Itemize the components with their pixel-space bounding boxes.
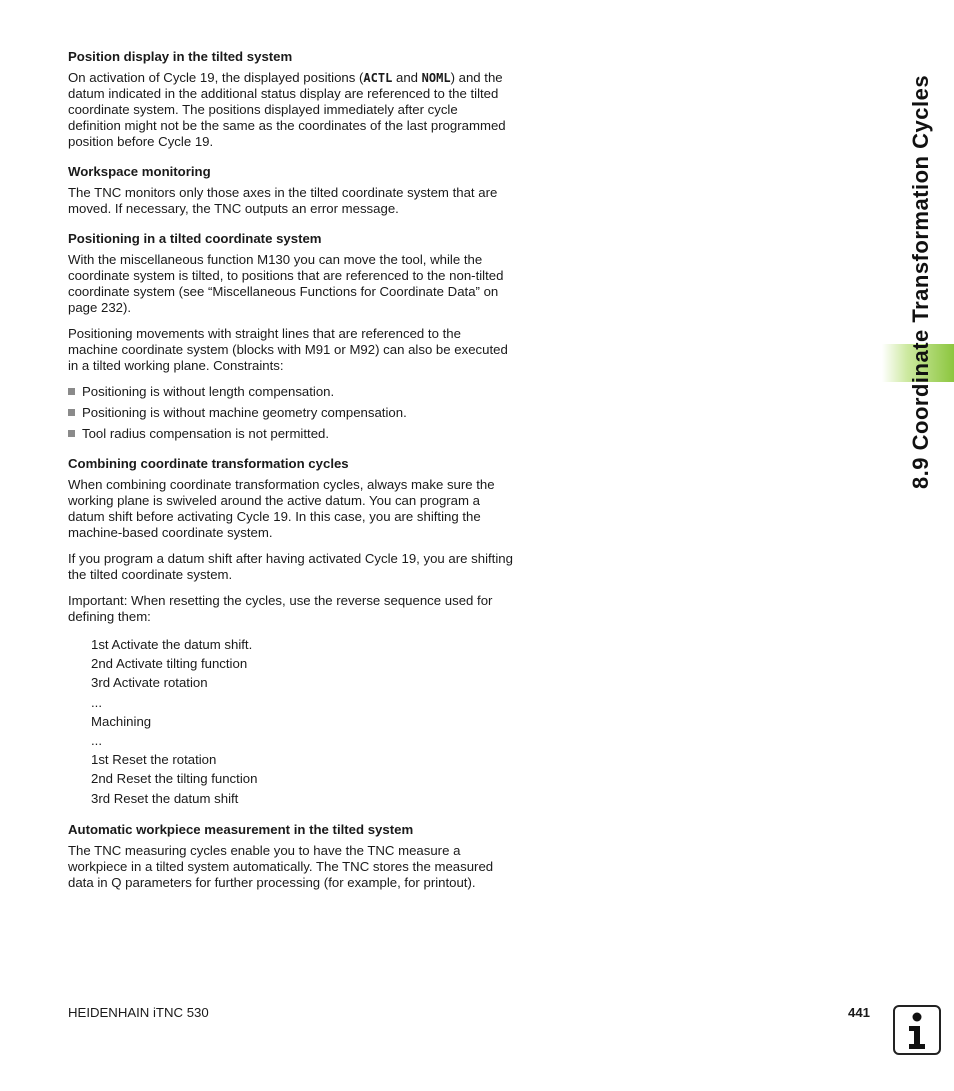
bullet-square-icon [68,409,75,416]
info-glyph [895,1007,939,1053]
list-item: ... [91,694,102,710]
paragraph: On activation of Cycle 19, the displayed positions (ACTL and NOML) and the datum indicated in the additional status display are referenced to the tilted coordinate system. The positions displayed immediately after cycle definition might not be the same as the coordinates of the last programmed position before Cycle 19. [68,70,506,149]
section-combining-cycles [68,456,513,808]
list-item: 2nd Reset the tilting function [91,771,258,787]
list-item: 3rd Activate rotation [91,675,208,691]
code-actl: ACTL [363,71,393,85]
section-heading: Position display in the tilted system [68,49,293,64]
section-automatic-measurement [68,822,513,891]
code-noml: NOML [421,71,451,85]
section-heading: Automatic workpiece measurement in the tilted system [68,821,414,837]
chapter-side-title: 8.9 Coordinate Transformation Cycles [908,74,933,490]
info-icon [893,1005,941,1055]
footer-product-name: HEIDENHAIN iTNC 530 [68,1005,209,1020]
section-position-display [68,49,513,150]
list-item: Tool radius compensation is not permitted. [68,426,513,442]
bullet-square-icon [68,388,75,395]
section-heading: Workspace monitoring [68,164,211,179]
list-item: Positioning is without length compensation. [68,384,513,400]
constraint-list [68,384,513,442]
list-item: Machining [91,713,152,729]
page-number: 441 [848,1005,871,1020]
paragraph: Important: When resetting the cycles, use the reverse sequence used for defining them: [68,593,493,624]
bullet-square-icon [68,430,75,437]
paragraph: Positioning movements with straight lines that are referenced to the machine coordinate system (blocks with M91 or M92) can also be executed in a tilted working plane. Constraints: [68,326,508,373]
paragraph: The TNC measuring cycles enable you to have the TNC measure a workpiece in a tilted system automatically. The TNC stores the measured data in Q parameters for further processing (for example, for printout). [68,842,494,890]
list-item: 2nd Activate tilting function [91,656,248,672]
list-item: Positioning is without machine geometry compensation. [68,405,513,421]
paragraph: With the miscellaneous function M130 you can move the tool, while the coordinate system is tilted, to positions that are referenced to the non-tilted coordinate system (see “Miscellaneous Functions for Coordinate Data” on page 232). [68,252,504,315]
list-item: 1st Activate the datum shift. [91,637,253,652]
paragraph: The TNC monitors only those axes in the tilted coordinate system that are moved. If necessary, the TNC outputs an error message. [68,185,498,216]
list-item: ... [91,732,102,748]
section-heading: Combining coordinate transformation cycles [68,456,349,471]
list-item: 3rd Reset the datum shift [91,790,239,806]
section-workspace-monitoring [68,164,513,217]
main-content [68,49,513,901]
section-positioning-tilted [68,231,513,442]
paragraph: When combining coordinate transformation cycles, always make sure the working plane is swiveled around the active datum. You can program a datum shift before activating Cycle 19. In this case, you are shifting the machine-based coordinate system. [68,477,495,540]
reset-sequence-list [68,635,513,808]
paragraph: If you program a datum shift after having activated Cycle 19, you are shifting the tilted coordinate system. [68,551,513,582]
list-item: 1st Reset the rotation [91,752,217,768]
section-heading: Positioning in a tilted coordinate system [68,231,322,246]
